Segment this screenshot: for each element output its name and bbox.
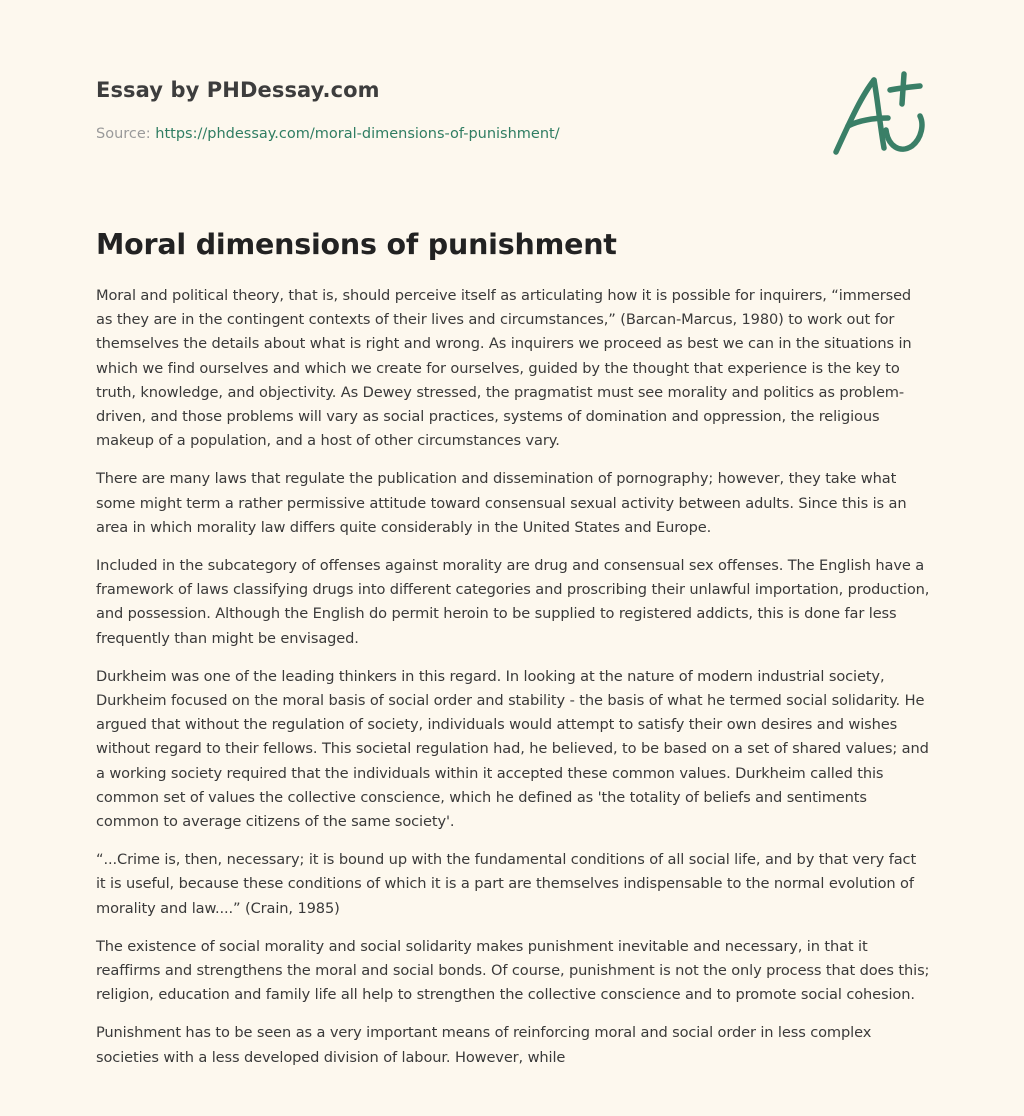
source-label: Source: — [96, 126, 156, 142]
paragraph: Durkheim was one of the leading thinkers in this regard. In looking at the nature of modern industrial society, Durkheim focused on the moral basis of social order and stability - the basis of what he termed social solidarity. He argued that without the regulation of society, individuals would attempt to satisfy their own desires and wishes without regard to their fellows. This societal regulation had, he believed, to be based on a set of shared values; and a working society required that the individuals within it accepted these common values. Durkheim called this common set of values the collective conscience, which he defined as 'the totality of beliefs and sentiments common to average citizens of the same society'. — [96, 667, 929, 831]
source-line — [96, 124, 560, 144]
paragraph: “...Crime is, then, necessary; it is bound up with the fundamental conditions of all social life, and by that very fact it is useful, because these conditions of which it is a part are themselves indispensable to the normal evolution of morality and law....” (Crain, 1985) — [96, 851, 917, 917]
paragraph: There are many laws that regulate the publication and dissemination of pornography; however, they take what some might term a rather permissive attitude toward consensual sexual activity between adults. Since this is an area in which morality law differs quite considerably in the United States and Europe. — [96, 470, 907, 536]
source-link[interactable]: https://phdessay.com/moral-dimensions-of-punishment/ — [155, 126, 560, 142]
paragraph: Included in the subcategory of offenses against morality are drug and consensual sex offenses. The English have a framework of laws classifying drugs into different categories and proscribing their unlawful importation, production, and possession. Although the English do permit heroin to be supplied to registered addicts, this is done far less frequently than might be envisaged. — [96, 557, 930, 647]
paragraph: Punishment has to be seen as a very important means of reinforcing moral and social order in less complex societies with a less developed division of labour. However, while — [96, 1024, 872, 1066]
essay-header — [96, 76, 930, 196]
a-plus-logo-icon — [826, 68, 930, 164]
paragraph: Moral and political theory, that is, should perceive itself as articulating how it is possible for inquirers, “immersed as they are in the contingent contexts of their lives and circumstances,” (Barcan-Marcus, 1980) to work out for themselves the details about what is right and wrong. As inquirers we proceed as best we can in the situations in which we find ourselves and which we create for ourselves, guided by the thought that experience is the key to truth, knowledge, and objectivity. As Dewey stressed, the pragmatist must see morality and politics as problem-driven, and those problems will vary as social practices, systems of domination and oppression, the religious makeup of a population, and a host of other circumstances vary. — [96, 287, 912, 450]
brand-title: Essay by PHDessay.com — [96, 78, 380, 102]
paragraph: The existence of social morality and social solidarity makes punishment inevitable and necessary, in that it reaffirms and strengthens the moral and social bonds. Of course, punishment is not the only process that does this; religion, education and family life all help to strengthen the collective conscience and to promote social cohesion. — [96, 937, 930, 1004]
article-title: Moral dimensions of punishment — [96, 228, 617, 261]
article-body — [96, 284, 930, 1084]
